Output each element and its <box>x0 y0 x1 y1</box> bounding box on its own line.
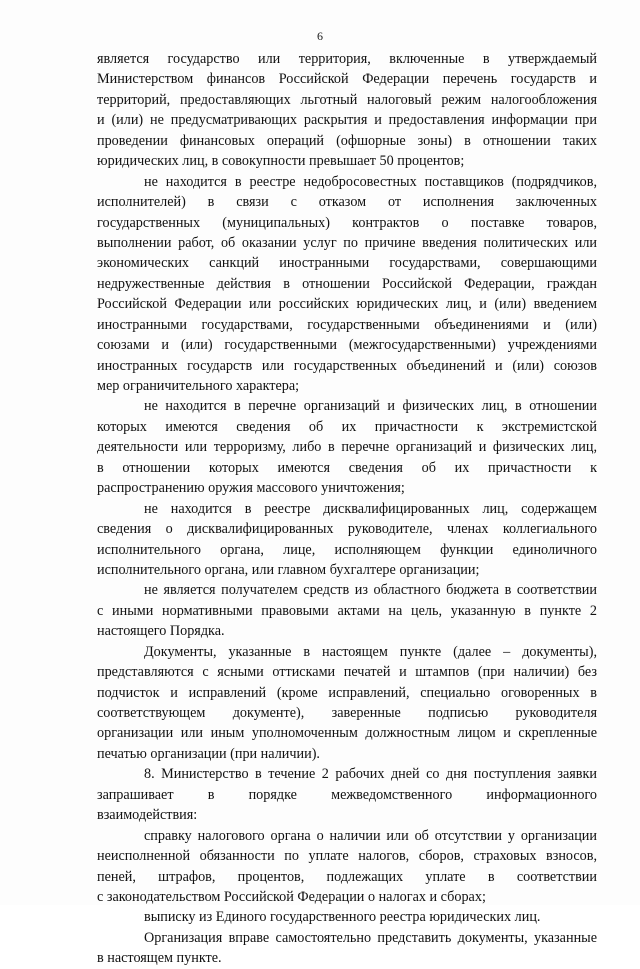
text-line: исполнителей) в связи с отказом от исполнения заключенных <box>97 194 597 211</box>
text-line: которых имеются сведения об их причастности к экстремистской <box>97 418 597 435</box>
text-line: Российской Федерации или российских юридических лиц, и (или) введением <box>97 296 597 313</box>
text-line: сведения о дисквалифицированных руководителе, членах коллегиального <box>97 521 597 538</box>
text-line: иностранных государств или государственных объединений и (или) союзов <box>97 357 597 374</box>
text-line: Организация вправе самостоятельно представить документы, указанные <box>144 929 597 946</box>
text-line: не находится в реестре дисквалифицированных лиц, содержащем <box>144 500 597 517</box>
text-line: деятельности или терроризму, либо в перечне организаций и физических лиц, <box>97 439 597 456</box>
text-line: исполнительного органа, лице, исполняющем функции единоличного <box>97 541 597 558</box>
text-line: исполнительного органа, или главном бухгалтере организации; <box>97 561 480 578</box>
text-line: юридических лиц, в совокупности превышает 50 процентов; <box>97 153 465 170</box>
text-line: печатью организации (при наличии). <box>97 745 320 762</box>
text-line: в отношении которых имеются сведения об их причастности к <box>97 459 597 476</box>
text-line: Министерством финансов Российской Федерации перечень государств и <box>97 71 597 88</box>
text-line: и (или) не предусматривающих раскрытия и предоставления информации при <box>97 112 597 129</box>
text-line: распространению оружия массового уничтожения; <box>97 480 405 497</box>
text-line: справку налогового органа о наличии или об отсутствии у организации <box>144 827 597 844</box>
text-line: недружественные действия в отношении Российской Федерации, граждан <box>97 275 597 292</box>
text-line: настоящего Порядка. <box>97 623 225 640</box>
document-body <box>97 49 597 969</box>
text-line: иностранными государствами, государственными объединениями и (или) <box>97 316 597 333</box>
text-line: выписку из Единого государственного реестра юридических лиц. <box>144 909 541 926</box>
page-number: 6 <box>317 29 323 43</box>
text-line: 8. Министерство в течение 2 рабочих дней со дня поступления заявки <box>144 766 597 783</box>
text-line: мер ограничительного характера; <box>97 378 300 394</box>
text-line: государственных (муниципальных) контрактов о поставке товаров, <box>97 214 597 231</box>
text-line: не находится в реестре недобросовестных поставщиков (подрядчиков, <box>144 173 597 190</box>
text-line: с иными нормативными правовыми актами на цель, указанную в пункте 2 <box>97 602 597 619</box>
text-line: Документы, указанные в настоящем пункте (далее – документы), <box>144 643 597 660</box>
text-line: пеней, штрафов, процентов, подлежащих уплате в соответствии <box>97 868 597 885</box>
text-line: не находится в перечне организаций и физических лиц, в отношении <box>144 398 597 415</box>
text-line: выполнении работ, об оказании услуг по причине введения политических или <box>97 234 597 251</box>
text-line: организации или иным уполномоченным должностным лицом и скрепленные <box>97 725 597 742</box>
text-line: не является получателем средств из областного бюджета в соответствии <box>144 582 597 599</box>
text-line: соответствующем документе), заверенные подписью руководителя <box>97 705 597 721</box>
text-line: территорий, предоставляющих льготный налоговый режим налогообложения <box>97 91 597 108</box>
text-line: экономических санкций иностранными государствами, совершающими <box>97 255 597 272</box>
text-line: взаимодействия: <box>97 807 198 824</box>
text-line: союзами и (или) государственными (межгосударственными) учреждениями <box>97 337 597 354</box>
text-line: является государство или территория, включенные в утверждаемый <box>97 51 597 67</box>
text-line: неисполненной обязанности по уплате налогов, сборов, страховых взносов, <box>97 848 597 865</box>
text-line: проведении финансовых операций (офшорные зоны) в отношении таких <box>97 132 597 149</box>
text-line: запрашивает в порядке межведомственного информационного <box>97 786 597 803</box>
text-line: подчисток и исправлений (кроме исправлений, специально оговоренных в <box>97 684 597 701</box>
text-line: в настоящем пункте. <box>97 950 222 967</box>
text-line: представляются с ясными оттисками печатей и штампов (при наличии) без <box>97 664 597 681</box>
text-line: с законодательством Российской Федерации о налогах и сборах; <box>97 888 486 905</box>
